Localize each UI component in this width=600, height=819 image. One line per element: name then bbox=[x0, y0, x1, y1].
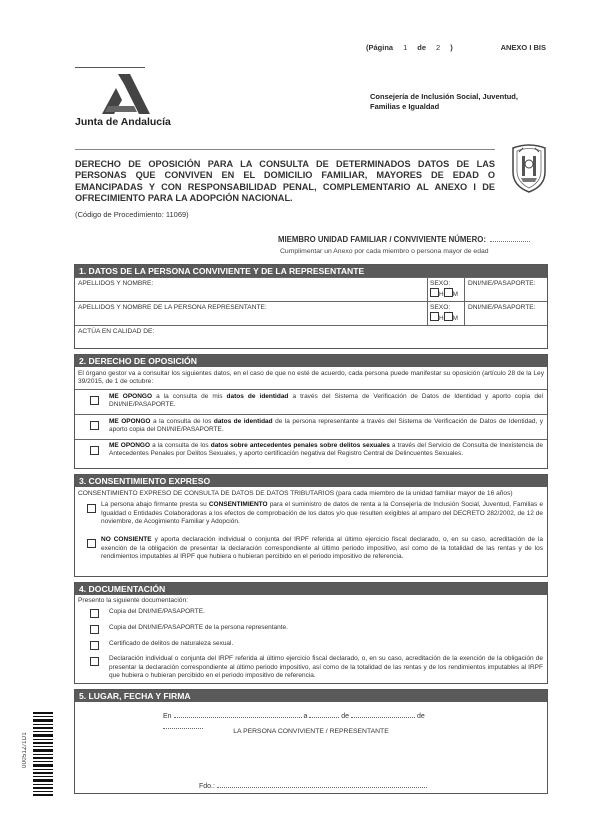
section-consentimiento bbox=[74, 474, 548, 577]
en-label: En bbox=[163, 713, 172, 720]
no-consiente-checkbox[interactable] bbox=[87, 539, 96, 548]
logo-text: Junta de Andalucía bbox=[75, 116, 171, 128]
consejeria-name: Consejería de Inclusión Social, Juventud, Familias e Igualdad bbox=[370, 92, 518, 111]
dni-rep-label: DNI/NIE/PASAPORTE: bbox=[468, 304, 536, 311]
no-consiente-rest: y aporta declaración individual o conjunta del IRPF referida al último ejercicio fiscal declarado, o, en su caso, acreditación de la exención de la obligación de presentar la declaración correspondiente al último periodo impositivo, así como de la totalidad de las rentas y de los rendimientos imputables al IRPF que hubiera o hubieran percibido en el periodo impositivo de referencia. bbox=[101, 536, 543, 560]
oposicion-item-2 bbox=[75, 414, 547, 439]
oposicion-1-bold2: datos de identidad bbox=[226, 392, 289, 400]
section3-intro: CONSENTIMIENTO EXPRESO DE CONSULTA DE DATOS DE DATOS TRIBUTARIOS (para cada miembro de la unidad familiar mayor de 16 años) bbox=[78, 490, 513, 497]
section3-title: 3. CONSENTIMIENTO EXPRESO bbox=[75, 475, 547, 487]
sexo-label: SEXO: bbox=[430, 280, 451, 287]
documento-item-2 bbox=[75, 622, 547, 638]
sexo-rep-cell bbox=[427, 302, 464, 325]
row-apellidos bbox=[75, 277, 547, 301]
apellidos-nombre-label: APELLIDOS Y NOMBRE: bbox=[78, 280, 154, 287]
miembro-number-field[interactable] bbox=[490, 241, 530, 242]
section1-title: 1. DATOS DE LA PERSONA CONVIVIENTE Y DE LA REPRESENTANTE bbox=[75, 265, 547, 277]
page-label: (Página bbox=[366, 43, 394, 52]
de1-label: de bbox=[341, 713, 350, 720]
de2-label: de bbox=[416, 713, 425, 720]
row-actua bbox=[75, 325, 547, 348]
documento-2-checkbox[interactable] bbox=[90, 625, 99, 634]
oposicion-2-pre: a la consulta de los bbox=[150, 417, 214, 425]
dni-label: DNI/NIE/PASAPORTE: bbox=[468, 280, 536, 287]
sexo-h-checkbox[interactable] bbox=[430, 288, 439, 297]
andalucia-emblem-icon bbox=[509, 142, 549, 194]
oposicion-1-rest: a través del Sistema de Verificación de Datos de Identidad y aporto copia del DNI/NIE/PASAPORTE. bbox=[109, 392, 543, 409]
apellidos-representante-field[interactable] bbox=[75, 302, 427, 325]
actua-label: ACTÚA EN CALIDAD DE: bbox=[78, 328, 155, 335]
oposicion-3-rest: a través del Servicio de Consulta de Inexistencia de Antecedentes Penales por Delitos Sexuales, y aporto certificación negativa del Registro Central de Delincuentes Sexuales. bbox=[109, 441, 543, 458]
a-label: a bbox=[303, 713, 308, 720]
section-lugar-fecha-firma bbox=[74, 689, 548, 794]
form-title: DERECHO DE OPOSICIÓN PARA LA CONSULTA DE DETERMINADOS DATOS DE LAS PERSONAS QUE CONVIVEN EN EL DOMICILIO FAMILIAR, MAYORES DE EDAD O EMANCIPADAS Y CON RESPONSABILIDAD PENAL, COMPLEMENTARIO AL ANEXO I DE OFRECIMIENTO PARA LA ADOPCIÓN NACIONAL. bbox=[75, 159, 495, 204]
oposicion-item-3 bbox=[75, 439, 547, 470]
sexo-rep-label: SEXO: bbox=[430, 304, 451, 311]
oposicion-3-bold: ME OPONGO bbox=[109, 441, 151, 449]
documento-1-text: Copia del DNI/NIE/PASAPORTE. bbox=[109, 608, 205, 616]
firma-nombre-field[interactable] bbox=[217, 780, 427, 788]
page-indicator bbox=[366, 43, 453, 52]
sexo-m-checkbox[interactable] bbox=[444, 288, 453, 297]
documento-2-text: Copia del DNI/NIE/PASAPORTE de la persona representante. bbox=[109, 624, 288, 632]
consiente-checkbox[interactable] bbox=[87, 504, 96, 513]
oposicion-item-1 bbox=[75, 389, 547, 414]
sexo-m-label: M bbox=[452, 291, 458, 299]
apellidos-representante-label: APELLIDOS Y NOMBRE DE LA PERSONA REPRESENTANTE: bbox=[78, 304, 267, 311]
logo-rule bbox=[75, 67, 145, 68]
miembro-label bbox=[278, 235, 530, 244]
sexo-rep-m-checkbox[interactable] bbox=[444, 312, 453, 321]
firma-role: LA PERSONA CONVIVIENTE / REPRESENTANTE bbox=[233, 728, 389, 735]
lugar-field[interactable] bbox=[174, 710, 302, 718]
sexo-rep-h-label: H bbox=[439, 315, 444, 323]
miembro-note: Cumplimentar un Anexo por cada miembro o persona mayor de edad bbox=[280, 248, 489, 255]
row-representante bbox=[75, 301, 547, 325]
sexo-rep-m-label: M bbox=[452, 315, 458, 323]
apellidos-nombre-field[interactable] bbox=[75, 278, 427, 301]
consiente-rest: para el suministro de datos de renta a la Consejería de Inclusión Social, Juventud, Familias e Igualdad o Entidades Colaboradoras a los efectos de comprobación de los datos y/o que resulten exigibles al amparo del DECRETO 282/2002, de 12 de noviembre, de Acogimiento Familiar y Adopción. bbox=[101, 501, 543, 525]
fdo-label: Fdo.: bbox=[199, 783, 215, 790]
consiente-pre: La persona abajo firmante presta su bbox=[101, 501, 209, 509]
barcode-icon bbox=[33, 712, 53, 796]
consiente-bold: CONSENTIMIENTO bbox=[208, 501, 268, 509]
no-consiente-bold: NO CONSIENTE bbox=[101, 536, 152, 544]
section2-title: 2. DERECHO DE OPOSICIÓN bbox=[75, 355, 547, 367]
oposicion-2-bold2: datos de identidad bbox=[213, 417, 273, 425]
actua-field[interactable] bbox=[75, 326, 547, 348]
documento-4-text: Declaración individual o conjunta del IRPF referida al último ejercicio fiscal declarado, o, en su caso, acreditación de la exención de la obligación de presentar la declaración correspondiente al último periodo impositivo, así como de la totalidad de las rentas y de los rendimientos imputables al IRPF que hubiera o hubieran percibido en el periodo impositivo de referencia. bbox=[109, 655, 543, 679]
dia-field[interactable] bbox=[309, 710, 339, 718]
dni-rep-field[interactable] bbox=[464, 302, 547, 325]
title-rule bbox=[75, 149, 495, 150]
page-close: ) bbox=[450, 43, 453, 52]
page-total: 2 bbox=[436, 43, 441, 52]
consentimiento-item-2 bbox=[75, 535, 547, 575]
oposicion-3-checkbox[interactable] bbox=[90, 446, 99, 455]
documento-3-text: Certificado de delitos de naturaleza sexual. bbox=[109, 640, 234, 648]
section5-title: 5. LUGAR, FECHA Y FIRMA bbox=[75, 690, 547, 702]
consentimiento-item-1 bbox=[75, 500, 547, 535]
oposicion-2-checkbox[interactable] bbox=[90, 421, 99, 430]
oposicion-3-pre: a la consulta de los bbox=[150, 441, 211, 449]
oposicion-1-bold: ME OPONGO bbox=[109, 392, 153, 400]
sexo-h-label: H bbox=[439, 291, 444, 299]
oposicion-1-checkbox[interactable] bbox=[90, 396, 99, 405]
section-documentacion bbox=[74, 582, 548, 684]
section-datos-persona bbox=[74, 264, 548, 349]
oposicion-2-bold: ME OPONGO bbox=[109, 417, 151, 425]
page-of-label: de bbox=[417, 43, 427, 52]
section4-title: 4. DOCUMENTACIÓN bbox=[75, 583, 547, 595]
documento-item-4 bbox=[75, 654, 547, 681]
documento-item-1 bbox=[75, 606, 547, 622]
procedure-code: (Código de Procedimiento: 11069) bbox=[75, 210, 189, 219]
oposicion-2-rest: de la persona representante a través del Sistema de Verificación de Datos de Identidad, y aporto copia del DNI/NIE/PASAPORTE. bbox=[109, 417, 544, 434]
dni-field[interactable] bbox=[464, 278, 547, 301]
oposicion-1-pre: a la consulta de mis bbox=[152, 392, 227, 400]
documento-1-checkbox[interactable] bbox=[90, 609, 99, 618]
anexo-label: ANEXO I BIS bbox=[500, 43, 546, 52]
documento-3-checkbox[interactable] bbox=[90, 641, 99, 650]
barcode-text: 00051Z/1D1 bbox=[22, 732, 28, 769]
section-oposicion bbox=[74, 354, 548, 469]
section2-intro: El órgano gestor va a consultar los siguientes datos, en el caso de que no esté de acuerdo, cada persona puede manifestar su oposición (artículo 28 de la Ley 39/2015, de 1 de octubre: bbox=[78, 370, 544, 386]
documento-item-3 bbox=[75, 638, 547, 654]
miembro-text: MIEMBRO UNIDAD FAMILIAR / CONVIVIENTE NÚMERO: bbox=[278, 235, 486, 244]
fdo-line bbox=[199, 780, 427, 791]
sexo-cell bbox=[427, 278, 464, 301]
oposicion-3-bold2: datos sobre antecedentes penales sobre delitos sexuales bbox=[210, 441, 390, 449]
page-number: 1 bbox=[403, 43, 408, 52]
sexo-rep-h-checkbox[interactable] bbox=[430, 312, 439, 321]
section4-intro: Presento la siguiente documentación: bbox=[78, 597, 188, 604]
mes-field[interactable] bbox=[351, 710, 415, 718]
documento-4-checkbox[interactable] bbox=[90, 657, 99, 666]
